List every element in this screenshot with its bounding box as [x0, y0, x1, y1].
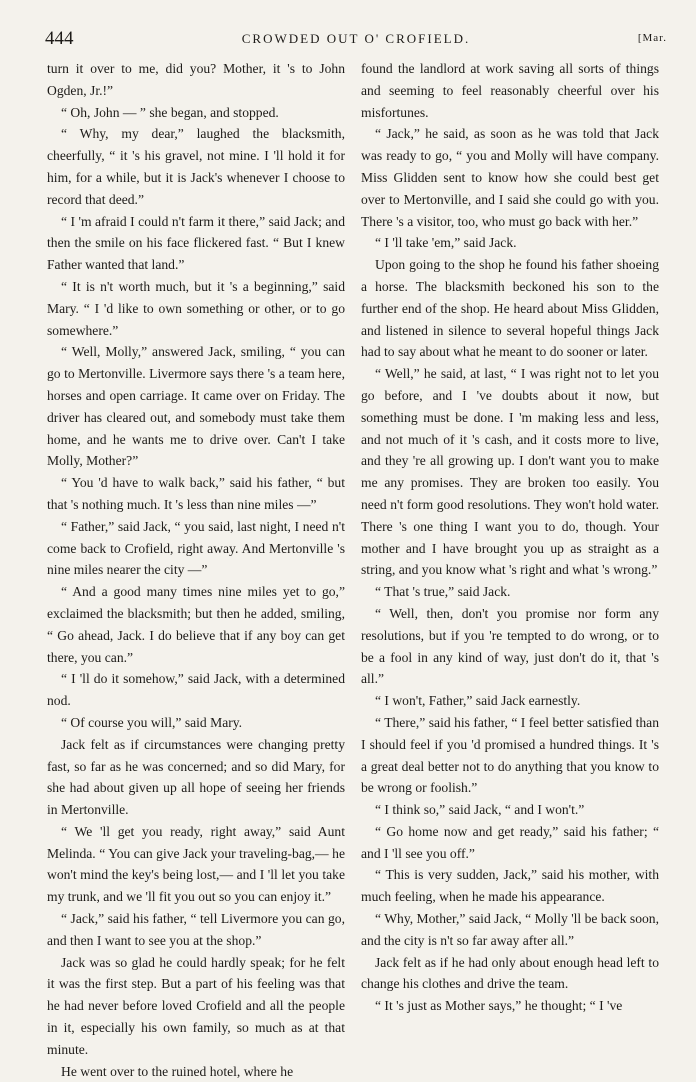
paragraph: Jack felt as if circumstances were changing pretty fast, so far as he was concerned; and so did Mary, for she had about given up all hope of seeing her friends in Mertonville.	[47, 736, 345, 818]
right-column	[361, 58, 659, 1017]
issue-month: [Mar.	[637, 32, 667, 44]
running-header	[45, 28, 667, 50]
left-column	[47, 58, 345, 1082]
paragraph: “ I 'll take 'em,” said Jack.	[375, 235, 517, 251]
paragraph: “ There,” said his father, “ I feel better satisfied than I should feel if you 'd promised a hundred things. It 's a great deal better not to do anything that you know to be wrong or foolish.”	[361, 714, 659, 796]
paragraph: “ I won't, Father,” said Jack earnestly.	[375, 693, 581, 709]
paragraph: “ Why, Mother,” said Jack, “ Molly 'll be back soon, and the city is n't so far away after all.”	[361, 911, 659, 948]
paragraph: He went over to the ruined hotel, where he	[61, 1063, 294, 1079]
paragraph: “ It 's just as Mother says,” he thought; “ I 've	[375, 998, 623, 1014]
paragraph: “ I 'll do it somehow,” said Jack, with a determined nod.	[47, 671, 345, 709]
paragraph: Jack felt as if he had only about enough head left to change his clothes and drive the team.	[361, 954, 659, 992]
paragraph: turn it over to me, did you? Mother, it 's to John Ogden, Jr.!”	[47, 61, 345, 98]
paragraph: “ That 's true,” said Jack.	[375, 584, 511, 600]
running-title: CROWDED OUT O' CROFIELD.	[241, 31, 471, 46]
paragraph: “ Jack,” he said, as soon as he was told that Jack was ready to go, “ you and Molly will have company. Miss Glidden sent to know how she could best get over to Mertonville, and I said she could go with you. There 's a visitor, too, who must go back with her.”	[361, 126, 659, 229]
paragraph: “ Of course you will,” said Mary.	[61, 714, 243, 730]
page-number: 444	[45, 28, 74, 49]
paragraph: “ Why, my dear,” laughed the blacksmith, cheerfully, “ it 's his gravel, not mine. I 'll hold it for him, for a while, but it is Jack's whenever I choose to record that deed.”	[47, 126, 345, 207]
paragraph: “ I think so,” said Jack, “ and I won't.”	[375, 802, 585, 818]
paragraph: “ Well,” he said, at last, “ I was right not to let you go before, and I 've doubts about it now, but something must be done. I 'm making less and less, and not much of it 's cash, and it costs more to live, and they 're all growing up. I don't want you to make me any promises. They are broken too easily. You need n't form good resolutions. They won't hold water. There 's one thing I want you to do, though. Your mother and I have brought you up as straight as a string, and you know what 's right and what 's wrong.”	[361, 366, 659, 578]
paragraph: “ Go home now and get ready,” said his father; “ and I 'll see you off.”	[361, 823, 659, 861]
paragraph: “ Jack,” said his father, “ tell Livermore you can go, and then I want to see you at the shop.”	[47, 911, 345, 948]
paragraph: “ It is n't worth much, but it 's a beginning,” said Mary. “ I 'd like to own something or other, or to go somewhere.”	[47, 278, 345, 338]
paragraph: “ And a good many times nine miles yet to go,” exclaimed the blacksmith; but then he added, smiling, “ Go ahead, Jack. I do believe that if any boy can get there, you can.”	[47, 584, 345, 665]
paragraph: “ You 'd have to walk back,” said his father, “ but that 's nothing much. It 's less than nine miles —”	[47, 475, 345, 512]
paragraph: “ This is very sudden, Jack,” said his mother, with much feeling, when he made his appearance.	[361, 867, 659, 905]
paragraph: found the landlord at work saving all sorts of things and seeming to feel reasonably cheerful over his misfortunes.	[361, 61, 659, 120]
paragraph: Upon going to the shop he found his father shoeing a horse. The blacksmith beckoned his son to the further end of the shop. He heard about Miss Glidden, and listened in silence to several hopeful things Jack had to say about what he meant to do sooner or later.	[361, 257, 659, 360]
paragraph: “ Father,” said Jack, “ you said, last night, I need n't come back to Crofield, right away. And Mertonville 's nine miles nearer the city —”	[47, 518, 345, 578]
paragraph: “ Oh, John — ” she began, and stopped.	[61, 104, 279, 120]
paragraph: “ We 'll get you ready, right away,” said Aunt Melinda. “ You can give Jack your traveling-bag,— he won't mind the key's being lost,— and I 'll let you take my trunk, and we 'll fit you out so you can enjoy it.”	[47, 823, 345, 905]
paragraph: “ Well, Molly,” answered Jack, smiling, “ you can go to Mertonville. Livermore says there 's a team here, horses and open carriage. It came over on Friday. The driver has cleared out, and somebody must take them home, and he wants me to drive over. Can't I take Molly, Mother?”	[47, 344, 345, 469]
paragraph: “ I 'm afraid I could n't farm it there,” said Jack; and then the smile on his face flickered fast. “ But I knew Father wanted that land.”	[47, 213, 345, 273]
paragraph: “ Well, then, don't you promise nor form any resolutions, but if you 're tempted to do wrong, or to be a fool in any kind of way, just don't do it, that 's all.”	[361, 605, 659, 687]
paragraph: Jack was so glad he could hardly speak; for he felt it was the first step. But a part of his feeling was that he had never before loved Crofield and all the people in it, especially his own family, so much as at that minute.	[47, 954, 345, 1057]
